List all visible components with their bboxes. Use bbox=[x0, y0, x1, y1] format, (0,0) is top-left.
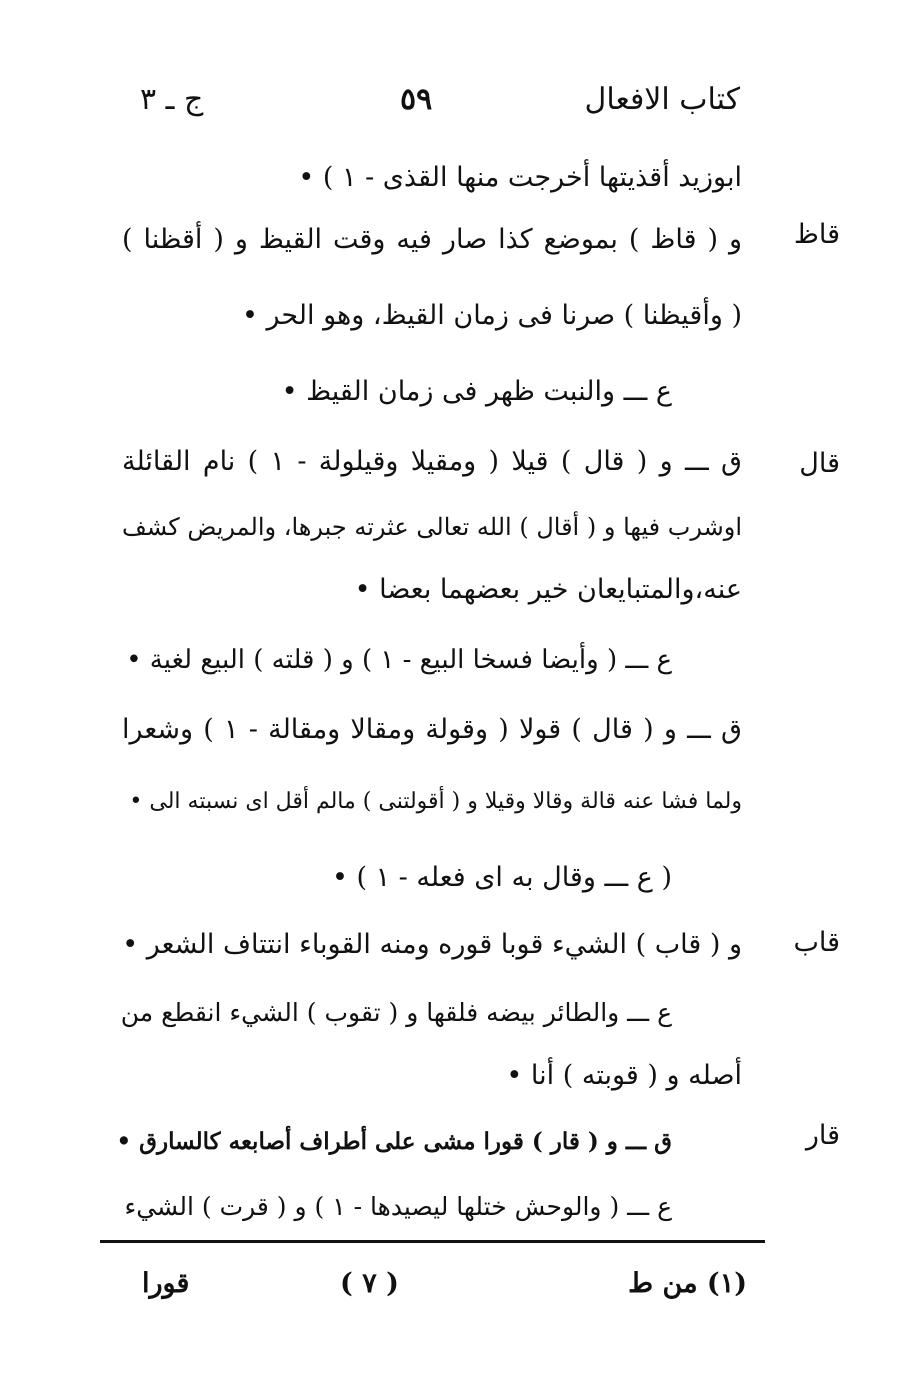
text-line: ع ـــ ( وأيضا فسخا البيع - ١ ) و ( قلته ) البيع لغية • bbox=[126, 645, 672, 675]
text-line: ابوزيد أقذيتها أخرجت منها القذى - ١ ) • bbox=[298, 162, 742, 193]
text-line: ق ـــ و ( قال ) قولا ( وقولة ومقالا ومقالة - ١ ) وشعرا bbox=[122, 714, 742, 745]
head-word-qar: قار bbox=[805, 1120, 840, 1151]
catchword: قورا bbox=[142, 1268, 190, 1299]
text-line: ق ـــ و ( قار ) قورا مشى على أطراف أصابعه كالسارق • bbox=[116, 1128, 672, 1155]
text-line: ( وأقيظنا ) صرنا فى زمان القيظ، وهو الحر • bbox=[241, 300, 742, 331]
text-line: ( ع ـــ وقال به اى فعله - ١ ) • bbox=[331, 862, 672, 893]
text-line: و ( قاب ) الشيء قوبا قوره ومنه القوباء انتتاف الشعر • bbox=[122, 929, 742, 960]
head-word-qab: قاب bbox=[793, 927, 840, 958]
page-number: ٥٩ bbox=[400, 82, 433, 117]
footnote: (١) من ط bbox=[628, 1268, 747, 1299]
signature-mark: ( ٧ ) bbox=[340, 1268, 399, 1299]
text-line: ولما فشا عنه قالة وقالا وقيلا و ( أقولتنى ) مالم أقل اى نسبته الى • bbox=[129, 789, 742, 814]
text-line: ع ـــ ( والوحش ختلها ليصيدها - ١ ) و ( قرت ) الشيء bbox=[124, 1192, 672, 1221]
text-line: و ( قاظ ) بموضع كذا صار فيه وقت القيظ و ( أقظنا ) bbox=[122, 224, 742, 255]
page-header bbox=[120, 82, 740, 132]
text-line: ع ـــ والطائر بيضه فلقها و ( تقوب ) الشيء انقطع من bbox=[120, 998, 672, 1027]
text-line: ق ـــ و ( قال ) قيلا ( ومقيلا وقيلولة - ١ ) نام القائلة bbox=[122, 446, 742, 477]
head-word-qal: قال bbox=[799, 448, 840, 479]
volume-label: ج ـ ٣ bbox=[140, 82, 204, 117]
text-line: عنه،والمتبايعان خير بعضهما بعضا • bbox=[354, 574, 742, 605]
text-line: أصله و ( قوبته ) أنا • bbox=[506, 1060, 742, 1091]
book-title: كتاب الافعال bbox=[584, 82, 740, 117]
head-word-qaz: قاظ bbox=[793, 219, 840, 250]
text-line: ع ـــ والنبت ظهر فى زمان القيظ • bbox=[281, 376, 672, 407]
text-line: اوشرب فيها و ( أقال ) الله تعالى عثرته جبرها، والمريض كشف bbox=[122, 513, 742, 541]
footer-rule bbox=[100, 1240, 765, 1243]
